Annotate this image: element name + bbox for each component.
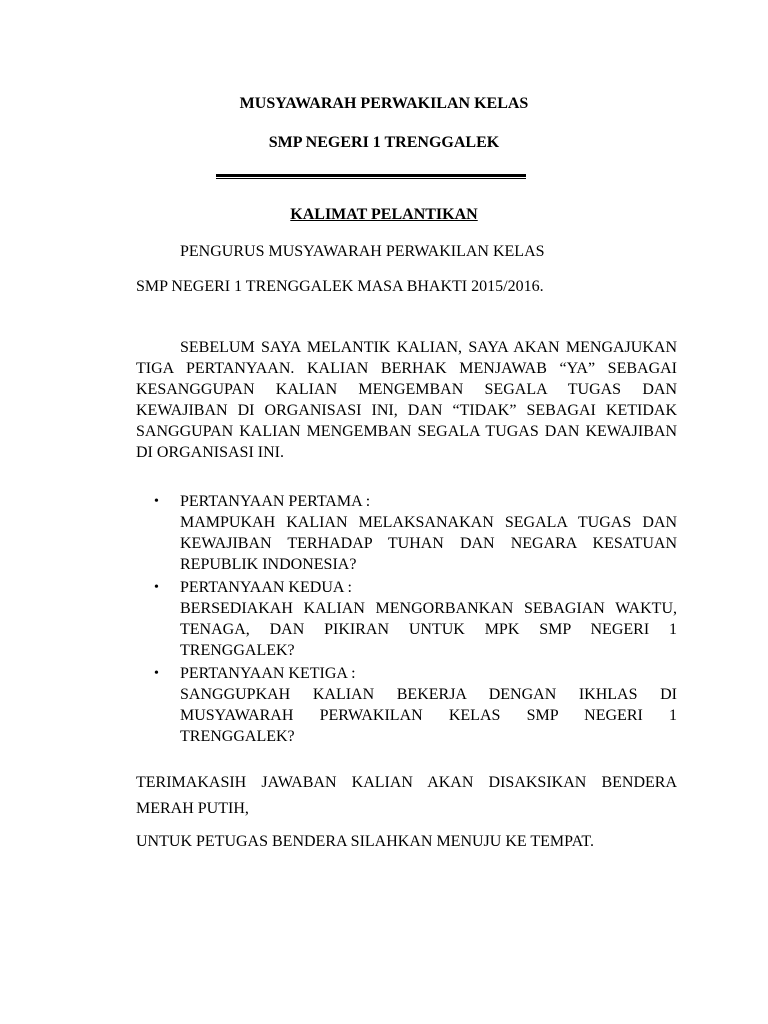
question-heading: PERTANYAAN PERTAMA :	[180, 493, 371, 510]
list-item	[136, 577, 677, 661]
bullet-icon: •	[154, 666, 159, 681]
subtitle-line-2: SMP NEGERI 1 TRENGGALEK MASA BHAKTI 2015/2016.	[136, 278, 544, 295]
question-list	[136, 491, 677, 749]
intro-paragraph-text: SEBELUM SAYA MELANTIK KALIAN, SAYA AKAN MENGAJUKAN TIGA PERTANYAAN. KALIAN BERHAK MENJAWAB “YA” SEBAGAI KESANGGUPAN KALIAN MENGEMBAN SEGALA TUGAS DAN KEWAJIBAN DI ORGANISASI INI, DAN “TIDAK” SEBAGAI KETIDAK SANGGUPAN KALIAN MENGEMBAN SEGALA TUGAS DAN KEWAJIBAN DI ORGANISASI INI.	[136, 339, 677, 461]
school-heading: SMP NEGERI 1 TRENGGALEK	[268, 134, 500, 151]
list-item	[136, 491, 677, 575]
question-heading: PERTANYAAN KETIGA :	[180, 665, 356, 682]
subtitle-line-1: PENGURUS MUSYAWARAH PERWAKILAN KELAS	[180, 243, 545, 260]
question-text: BERSEDIAKAH KALIAN MENGORBANKAN SEBAGIAN WAKTU, TENAGA, DAN PIKIRAN UNTUK MPK SMP NEGERI 1 TRENGGALEK?	[180, 600, 677, 659]
intro-paragraph	[136, 337, 677, 463]
question-text: MAMPUKAH KALIAN MELAKSANAKAN SEGALA TUGAS DAN KEWAJIBAN TERHADAP TUHAN DAN NEGARA KESATUAN REPUBLIK INDONESIA?	[180, 514, 677, 573]
bullet-icon: •	[154, 580, 159, 595]
organization-heading: MUSYAWARAH PERWAKILAN KELAS	[239, 95, 529, 112]
question-text: SANGGUPKAH KALIAN BEKERJA DENGAN IKHLAS DI MUSYAWARAH PERWAKILAN KELAS SMP NEGERI 1 TRENGGALEK?	[180, 686, 677, 745]
list-item	[136, 663, 677, 747]
bullet-icon: •	[154, 494, 159, 509]
question-heading: PERTANYAAN KEDUA :	[180, 579, 352, 596]
header-divider	[216, 174, 526, 179]
closing-statement-1: TERIMAKASIH JAWABAN KALIAN AKAN DISAKSIKAN BENDERA MERAH PUTIH,	[136, 774, 677, 817]
document-title: KALIMAT PELANTIKAN	[290, 206, 478, 223]
closing-statement-2: UNTUK PETUGAS BENDERA SILAHKAN MENUJU KE TEMPAT.	[136, 833, 594, 850]
